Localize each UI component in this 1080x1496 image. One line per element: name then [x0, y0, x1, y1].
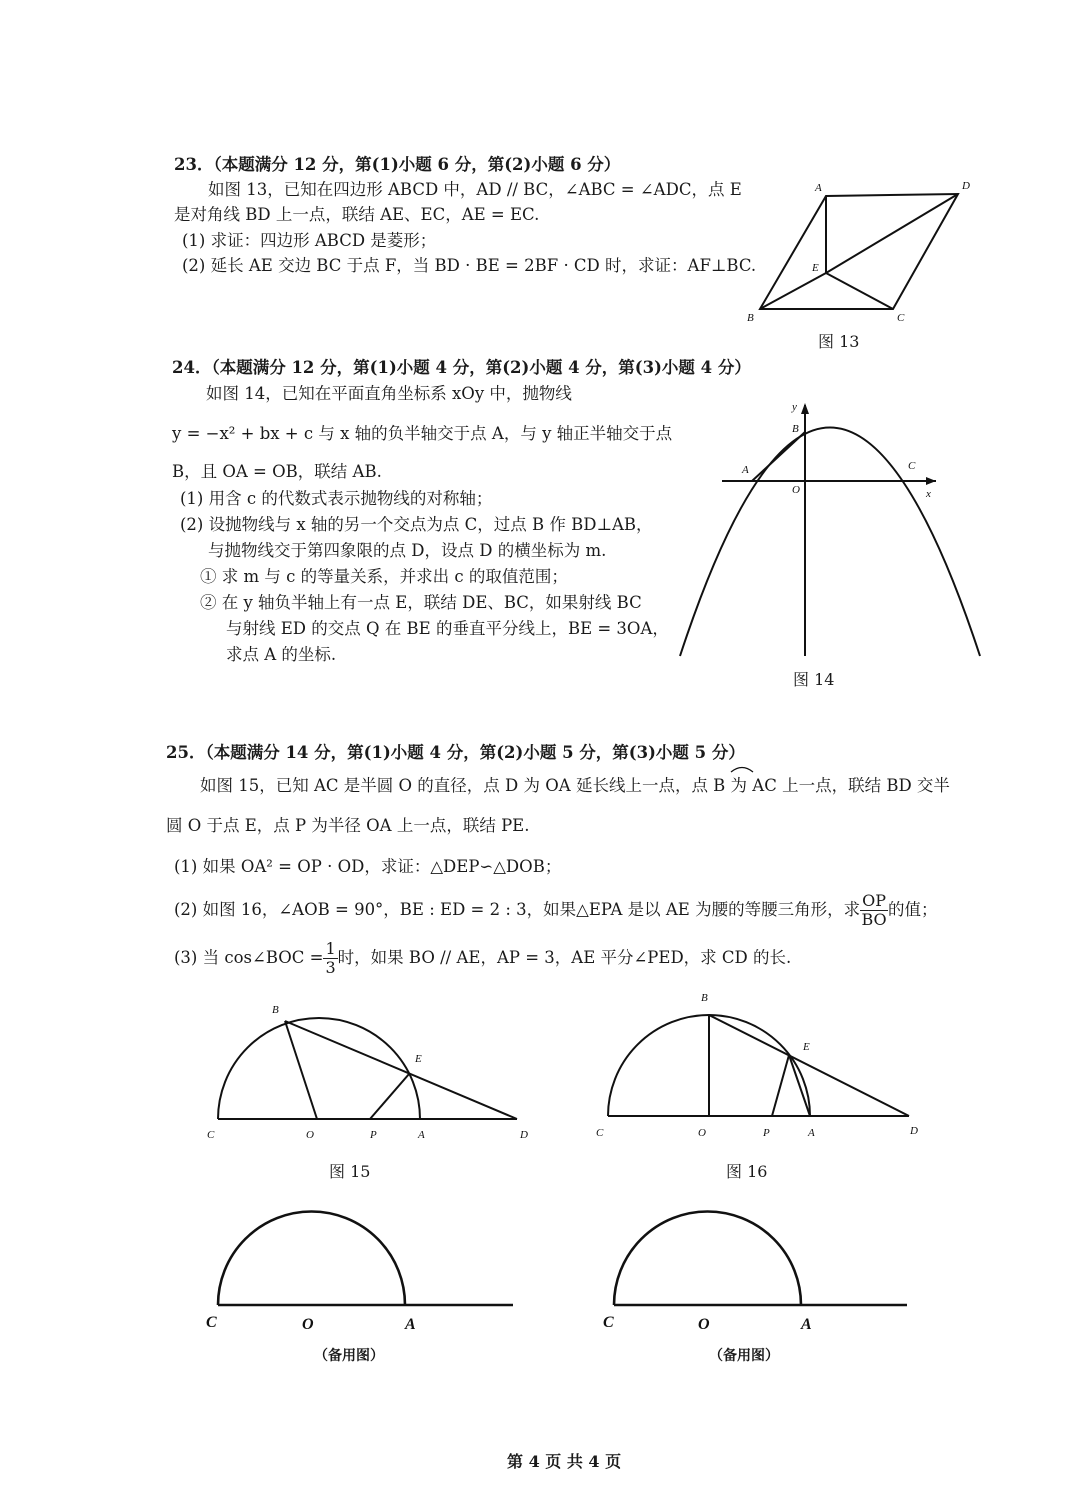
- spare-left-label-c: C: [206, 1314, 217, 1331]
- fig15-label-e: E: [415, 1053, 422, 1065]
- q24-sub2b: 与射线 ED 的交点 Q 在 BE 的垂直平分线上，BE = 3OA，: [226, 619, 669, 638]
- q25-part3-tail: 时，如果 BO // AE，AP = 3，AE 平分∠PED，求 CD 的长.: [337, 948, 792, 967]
- page-footer: 第 4 页 共 4 页: [507, 1452, 622, 1471]
- q25-part1: (1) 如果 OA² = OP · OD，求证：△DEP∽△DOB；: [174, 857, 562, 876]
- q25-part2-numerator: OP: [862, 891, 886, 910]
- fig14-label-x: x: [926, 488, 931, 500]
- spare-right-caption: （备用图）: [709, 1348, 779, 1364]
- spare-left-label-a: A: [405, 1316, 416, 1333]
- fig16-label-c: C: [596, 1127, 604, 1139]
- q24-line1: 如图 14，已知在平面直角坐标系 xOy 中，抛物线: [206, 384, 572, 403]
- q25-line2: 圆 O 于点 E，点 P 为半径 OA 上一点，联结 PE.: [166, 816, 530, 835]
- q23-part1: (1) 求证：四边形 ABCD 是菱形；: [182, 231, 437, 250]
- q25-part2-tail: 的值；: [888, 900, 938, 919]
- spare-left-label-o: O: [302, 1316, 314, 1333]
- q25-part3-text: (3) 当 cos∠BOC =: [174, 948, 324, 967]
- q25-part3-denominator: 3: [325, 958, 336, 977]
- fig14-caption: 图 14: [793, 670, 835, 689]
- q25-part3-numerator: 1: [325, 939, 336, 958]
- q25-heading: 25．（本题满分 14 分，第(1)小题 4 分，第(2)小题 5 分，第(3)小题 5 分）: [166, 743, 745, 762]
- q24-sub2a: ② 在 y 轴负半轴上有一点 E，联结 DE、BC，如果射线 BC: [200, 593, 642, 612]
- fig13-caption: 图 13: [818, 332, 860, 351]
- q23-line2: 是对角线 BD 上一点，联结 AE、EC，AE = EC.: [174, 205, 540, 224]
- fig16-label-a: A: [808, 1127, 815, 1139]
- fig14-label-o: O: [792, 484, 800, 496]
- fig13-label-a: A: [815, 182, 822, 194]
- fig13-label-d: D: [962, 180, 970, 192]
- q24-sub1: ① 求 m 与 c 的等量关系，并求出 c 的取值范围；: [200, 567, 568, 586]
- fig16-caption: 图 16: [726, 1162, 768, 1181]
- q25-part2-denominator: BO: [861, 910, 887, 929]
- fig16-label-b: B: [701, 992, 708, 1004]
- fig16-label-p: P: [763, 1127, 770, 1139]
- fig16-label-e: E: [803, 1041, 810, 1053]
- fig16-label-d: D: [910, 1125, 918, 1137]
- fig15-label-b: B: [272, 1004, 279, 1016]
- spare-right-label-c: C: [603, 1314, 614, 1331]
- q25-line1: 如图 15，已知 AC 是半圆 O 的直径，点 D 为 OA 延长线上一点，点 B 为 AC 上一点，联结 BD 交半: [200, 776, 950, 795]
- q23-heading: 23．（本题满分 12 分，第(1)小题 6 分，第(2)小题 6 分）: [174, 155, 621, 174]
- fig14-label-a: A: [742, 464, 749, 476]
- q23-part2: (2) 延长 AE 交边 BC 于点 F，当 BD · BE = 2BF · CD 时，求证：AF⊥BC.: [182, 256, 757, 275]
- fig13-label-c: C: [897, 312, 905, 324]
- spare-left-caption: （备用图）: [314, 1348, 384, 1364]
- fig14-label-c: C: [908, 460, 916, 472]
- fig14-label-y: y: [792, 401, 797, 413]
- q24-heading: 24．（本题满分 12 分，第(1)小题 4 分，第(2)小题 4 分，第(3)小题 4 分）: [172, 358, 751, 377]
- q23-line1: 如图 13，已知在四边形 ABCD 中，AD // BC，∠ABC = ∠ADC，点 E: [208, 180, 742, 199]
- fig13-label-e: E: [812, 262, 819, 274]
- fig15-caption: 图 15: [329, 1162, 371, 1181]
- q24-part2b: 与抛物线交于第四象限的点 D，设点 D 的横坐标为 m.: [208, 541, 607, 560]
- spare-right-label-a: A: [801, 1316, 812, 1333]
- fig15-label-d: D: [520, 1129, 528, 1141]
- q25-part2-text: (2) 如图 16，∠AOB = 90°，BE : ED = 2 : 3，如果△EPA 是以 AE 为腰的等腰三角形，求: [174, 900, 861, 919]
- spare-right-label-o: O: [698, 1316, 710, 1333]
- fig16-label-o: O: [698, 1127, 706, 1139]
- fig13-label-b: B: [747, 312, 754, 324]
- q24-line2: y = −x² + bx + c 与 x 轴的负半轴交于点 A，与 y 轴正半轴交于点: [172, 424, 673, 443]
- fig15-label-a: A: [418, 1129, 425, 1141]
- fig14-label-b: B: [792, 423, 799, 435]
- fig15-label-c: C: [207, 1129, 215, 1141]
- fig15-label-o: O: [306, 1129, 314, 1141]
- q24-part1: (1) 用含 c 的代数式表示抛物线的对称轴；: [180, 489, 493, 508]
- fig15-label-p: P: [370, 1129, 377, 1141]
- q24-line3: B，且 OA = OB，联结 AB.: [172, 462, 382, 481]
- q24-part2a: (2) 设抛物线与 x 轴的另一个交点为点 C，过点 B 作 BD⊥AB，: [180, 515, 653, 534]
- q24-sub2c: 求点 A 的坐标.: [226, 645, 337, 664]
